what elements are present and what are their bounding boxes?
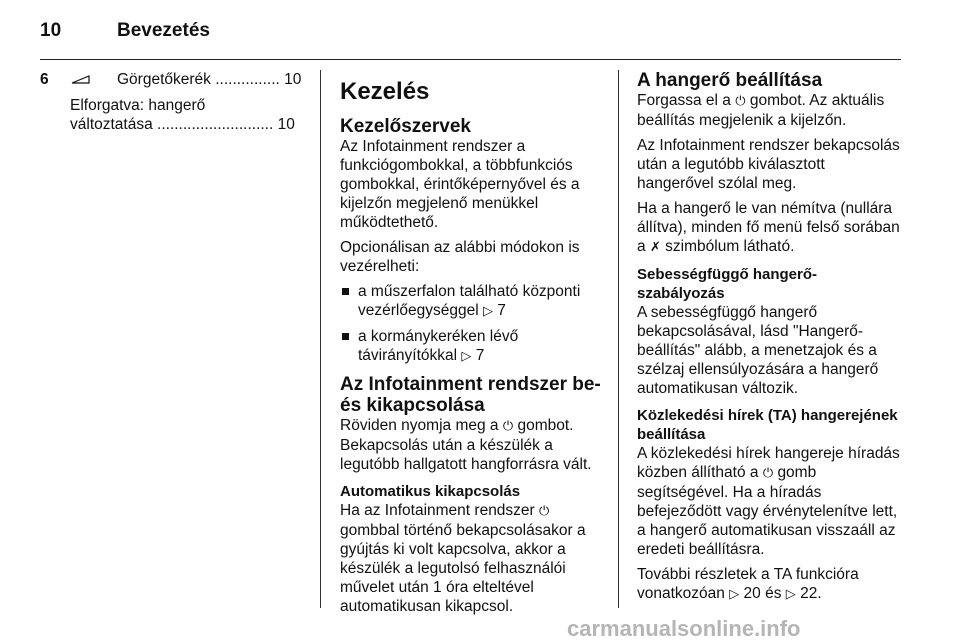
page-ref-link[interactable]: 22.: [800, 585, 822, 602]
power-knob-icon: ⏻: [762, 466, 774, 481]
paragraph-ta-volume: [637, 444, 901, 559]
text-fragment: és: [765, 585, 782, 602]
power-knob-icon: ⏻: [735, 94, 746, 109]
page-title: Bevezetés: [117, 20, 210, 41]
toc-sub-line1: Elforgatva: hangerő: [70, 97, 206, 114]
page-ref-link[interactable]: 7: [475, 347, 485, 364]
scroll-wheel-icon: [71, 75, 90, 84]
operation-column: [340, 70, 606, 616]
reference-arrow-icon: ▷: [729, 587, 740, 602]
heading-on-off: Az Infotainment rendszer be- és kikapcsolása: [340, 374, 601, 416]
list-item: [340, 282, 606, 321]
text-fragment: Forgassa el a: [637, 92, 731, 109]
heading-speed-volume: Sebességfüggő hangerő-szabályozás: [637, 266, 818, 302]
text-fragment: A közlekedési hírek hangereje híradás közben állítható a: [637, 445, 900, 481]
control-list: [340, 282, 606, 366]
page-ref-link[interactable]: 7: [497, 302, 506, 319]
volume-column: [637, 70, 901, 604]
page-ref-link[interactable]: 20: [743, 585, 761, 602]
toc-entry: [40, 70, 302, 89]
toc-item-link[interactable]: Görgetőkerék ............... 10: [117, 71, 302, 88]
text-fragment: gombbal történő bekapcsolásakor a gyújtás ki volt kapcsolva, akkor a készülék a legutolsó felhasználói művelet után 1 óra elteltével automatikusan kikapcsol.: [340, 522, 586, 615]
list-item: [340, 327, 606, 366]
heading-controls: Kezelőszervek: [340, 116, 471, 137]
paragraph-speed-volume: A sebességfüggő hangerő bekapcsolásával, lásd "Hangerő-beállítás" alább, a menetzajok és a szélzaj ellensúlyozására a hangerő automatikusan változik.: [637, 304, 879, 397]
bullet-text: a műszerfalon található központi vezérlőegységgel: [358, 283, 581, 319]
reference-arrow-icon: ▷: [482, 304, 493, 319]
paragraph-on-off: [340, 416, 606, 474]
text-fragment: gomb segítségével. Ha a híradás befejeződött vagy érvénytelenítve lett, a hangerő automatikusan visszaáll az eredeti beállításra.: [637, 464, 898, 558]
paragraph-auto-off: [340, 501, 606, 616]
paragraph-volume: [637, 91, 901, 130]
text-fragment: Ha a hangerő le van némítva (nullára állítva), minden fő menü felső sorában a: [637, 200, 900, 255]
section-heading-kezeles: Kezelés: [340, 78, 430, 105]
toc-subentry[interactable]: [70, 96, 302, 134]
heading-auto-off: Automatikus kikapcsolás: [340, 483, 521, 500]
column-divider-1: [320, 70, 321, 608]
paragraph-startup-volume: Az Infotainment rendszer bekapcsolás után a legutóbb kiválasztott hangerővel szólal meg.: [637, 137, 900, 192]
heading-volume: A hangerő beállítása: [637, 70, 823, 91]
power-button-icon: ⏻: [539, 504, 550, 519]
paragraph-optional: Opcionálisan az alábbi módokon is vezérelheti:: [340, 239, 580, 275]
paragraph-mute: [637, 199, 901, 257]
reference-arrow-icon: ▷: [785, 587, 796, 602]
heading-ta-volume: Közlekedési hírek (TA) hangerejének beállítása: [637, 407, 898, 443]
power-button-icon: ⏻: [502, 419, 514, 434]
reference-arrow-icon: ▷: [461, 349, 472, 364]
text-fragment: További részletek a TA funkcióra vonatkozóan: [637, 566, 859, 602]
toc-number: 6: [40, 71, 49, 88]
text-fragment: Ha az Infotainment rendszer: [340, 502, 535, 519]
toc-sub-line2: változtatása ........................... 10: [70, 116, 295, 133]
watermark: carmanualsonline.info: [567, 616, 801, 641]
paragraph-ta-details: [637, 565, 901, 604]
text-fragment: Röviden nyomja meg a: [340, 417, 499, 434]
text-fragment: gombot. Bekapcsolás után a készülék a legutóbb hallgatott hangforrásra vált.: [340, 417, 592, 473]
text-fragment: gombot. Az aktuális beállítás megjelenik a kijelzőn.: [637, 92, 885, 129]
column-divider-2: [618, 70, 619, 608]
bullet-text: a kormánykeréken lévő távirányítókkal: [358, 328, 519, 364]
text-fragment: szimbólum látható.: [665, 238, 795, 255]
header-rule: [40, 59, 901, 60]
index-column: [40, 70, 302, 134]
paragraph-controls: Az Infotainment rendszer a funkciógombokkal, a többfunkciós gombokkal, érintőképernyővel és a kijelzőn megjelenő menükkel működtethető.: [340, 138, 580, 231]
mute-symbol-icon: ✗: [649, 240, 661, 255]
page-number: 10: [40, 20, 62, 41]
